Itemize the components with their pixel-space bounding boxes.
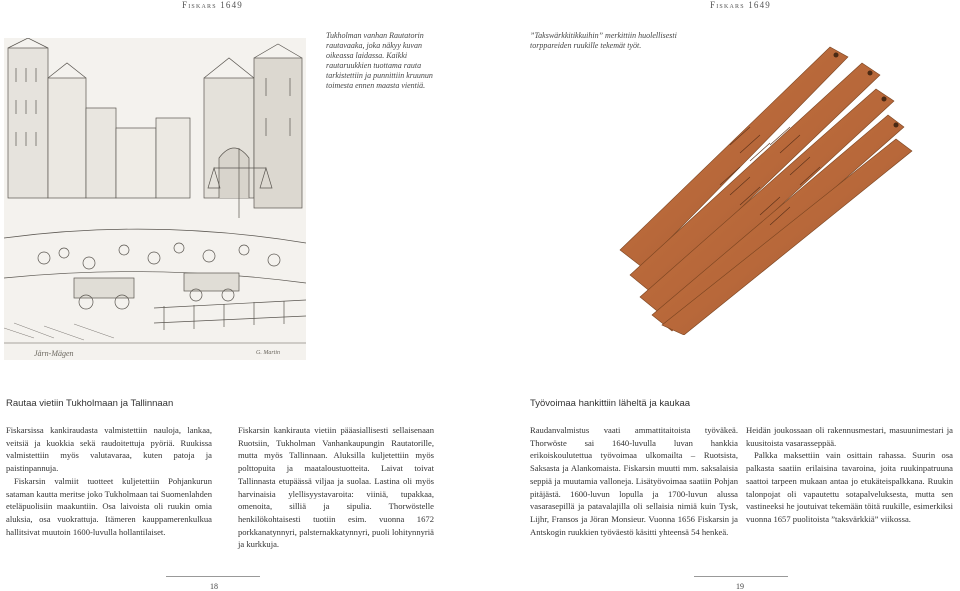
paragraph: Fiskarsissa kankiraudasta valmistettiin nauloja, lankaa, veitsiä ja kuokkia sekä raudoitettuja pyöriä. Ruukissa valmistettiin myös valutavaraa, kuten patoja ja paistinpannuja. xyxy=(6,425,212,474)
section-heading-export: Rautaa vietiin Tukholmaan ja Tallinnaan xyxy=(6,398,174,409)
sticks-caption: ”Takswärkkitikkuihin” merkittiin huolellisesti torppareiden ruukille tekemät työt. xyxy=(530,31,677,50)
text-column-4 xyxy=(746,424,953,526)
running-head-left: Fiskars 1649 xyxy=(182,0,243,10)
running-head-right: Fiskars 1649 xyxy=(710,0,771,10)
page-number-right: 19 xyxy=(736,582,744,591)
paragraph: Heidän joukossaan oli rakennusmestari, masuunimestari ja kuusitoista vasarasseppää. xyxy=(746,425,953,448)
text-column-1 xyxy=(6,424,212,538)
paragraph: Raudanvalmistus vaati ammattitaitoista työväkeä. Thorwöste sai 1640-luvulla luvan hankkia erikoiskoulutettua työvoimaa ulkomailta – Ruotsista, Saksasta ja Alankomaista. Fiskarsin muutti mm. saksalaisia seppiä ja muutamia valloneja. Lisätyövoimaa saatiin Pohjan pitäjästä. 1600-luvun lopulla ja 1700-luvun alussa vasarasepillä ja patavalajilla oli sellaisia nimiä kuin Tysk, Lijhr, Fransos ja Jöran Monsieur. Vuonna 1656 Fiskarsin ja Antskogin ruukkien työväestö käsitti yhteensä 54 henkeä. xyxy=(530,425,738,537)
paragraph: Fiskarsin kankirauta vietiin pääasiallisesti sellaisenaan Ruotsiin, Tukholman Vanhankaupungin Rautatorille, mutta myös Tallinnaan. Aluksilla kuljetettiin myös polttopuita ja maataloustuotteita. Laivat toivat Tallinnasta etupäässä viljaa ja suolaa. Lastina oli myös harvinaisia ylellisyystavaroita: viiniä, tupakkaa, omenoita, silliä ja sipulia. Thorwöstelle henkilökohtaisesti tuotiin esim. vuonna 1672 porkkanatynnyri, palsternakkatynnyri, puoli lohitynnyriä ja kurkkuja. xyxy=(238,425,434,550)
engraving-signature-left: Järn-Mägen xyxy=(34,349,74,358)
footer-rule-right xyxy=(694,576,788,577)
footer-rule-left xyxy=(166,576,260,577)
section-heading-workforce: Työvoimaa hankittiin läheltä ja kaukaa xyxy=(530,398,691,409)
paragraph: Palkka maksettiin vain osittain rahassa. Suurin osa palkasta saatiin erilaisina tavaroina, joita ruukinpatruuna saattoi tarpeen mukaan antaa jo etukäteispalkkana. Ruukin talonpojat oli vapautettu sotapalveluksesta, mutta sen vastineeksi he joutuivat tekemään töitä ruukille, esimerkiksi vuonna 1657 puolitoista ”taksvärkkiä” viikossa. xyxy=(746,450,953,524)
page-number-left: 18 xyxy=(210,582,218,591)
tally-sticks-photo xyxy=(600,35,920,335)
iron-market-engraving xyxy=(4,38,306,360)
paragraph: Fiskarsin valmiit tuotteet kuljetettiin Pohjankurun sataman kautta meritse joko Tukholmaan tai Suomenlahden eteläpuolisiin maakuntiin. Osa laivoista oli ruukin omia aluksia, osa vuokrattuja. Itämeren kauppamerenkulkua hallitsivat muutoin 1600-luvulla hollantilaiset. xyxy=(6,475,212,537)
engraving-caption: Tukholman vanhan Rautatorin rautavaaka, joka näkyy kuvan oikeassa laidassa. Kaikki rautaruukkien tuottama rauta tarkistettiin ja punnittiin kruunun toimesta ennen maasta vientiä. xyxy=(326,31,433,90)
text-column-3 xyxy=(530,424,738,538)
text-column-2 xyxy=(238,424,434,551)
engraving-signature-right: G. Martin xyxy=(256,350,280,356)
